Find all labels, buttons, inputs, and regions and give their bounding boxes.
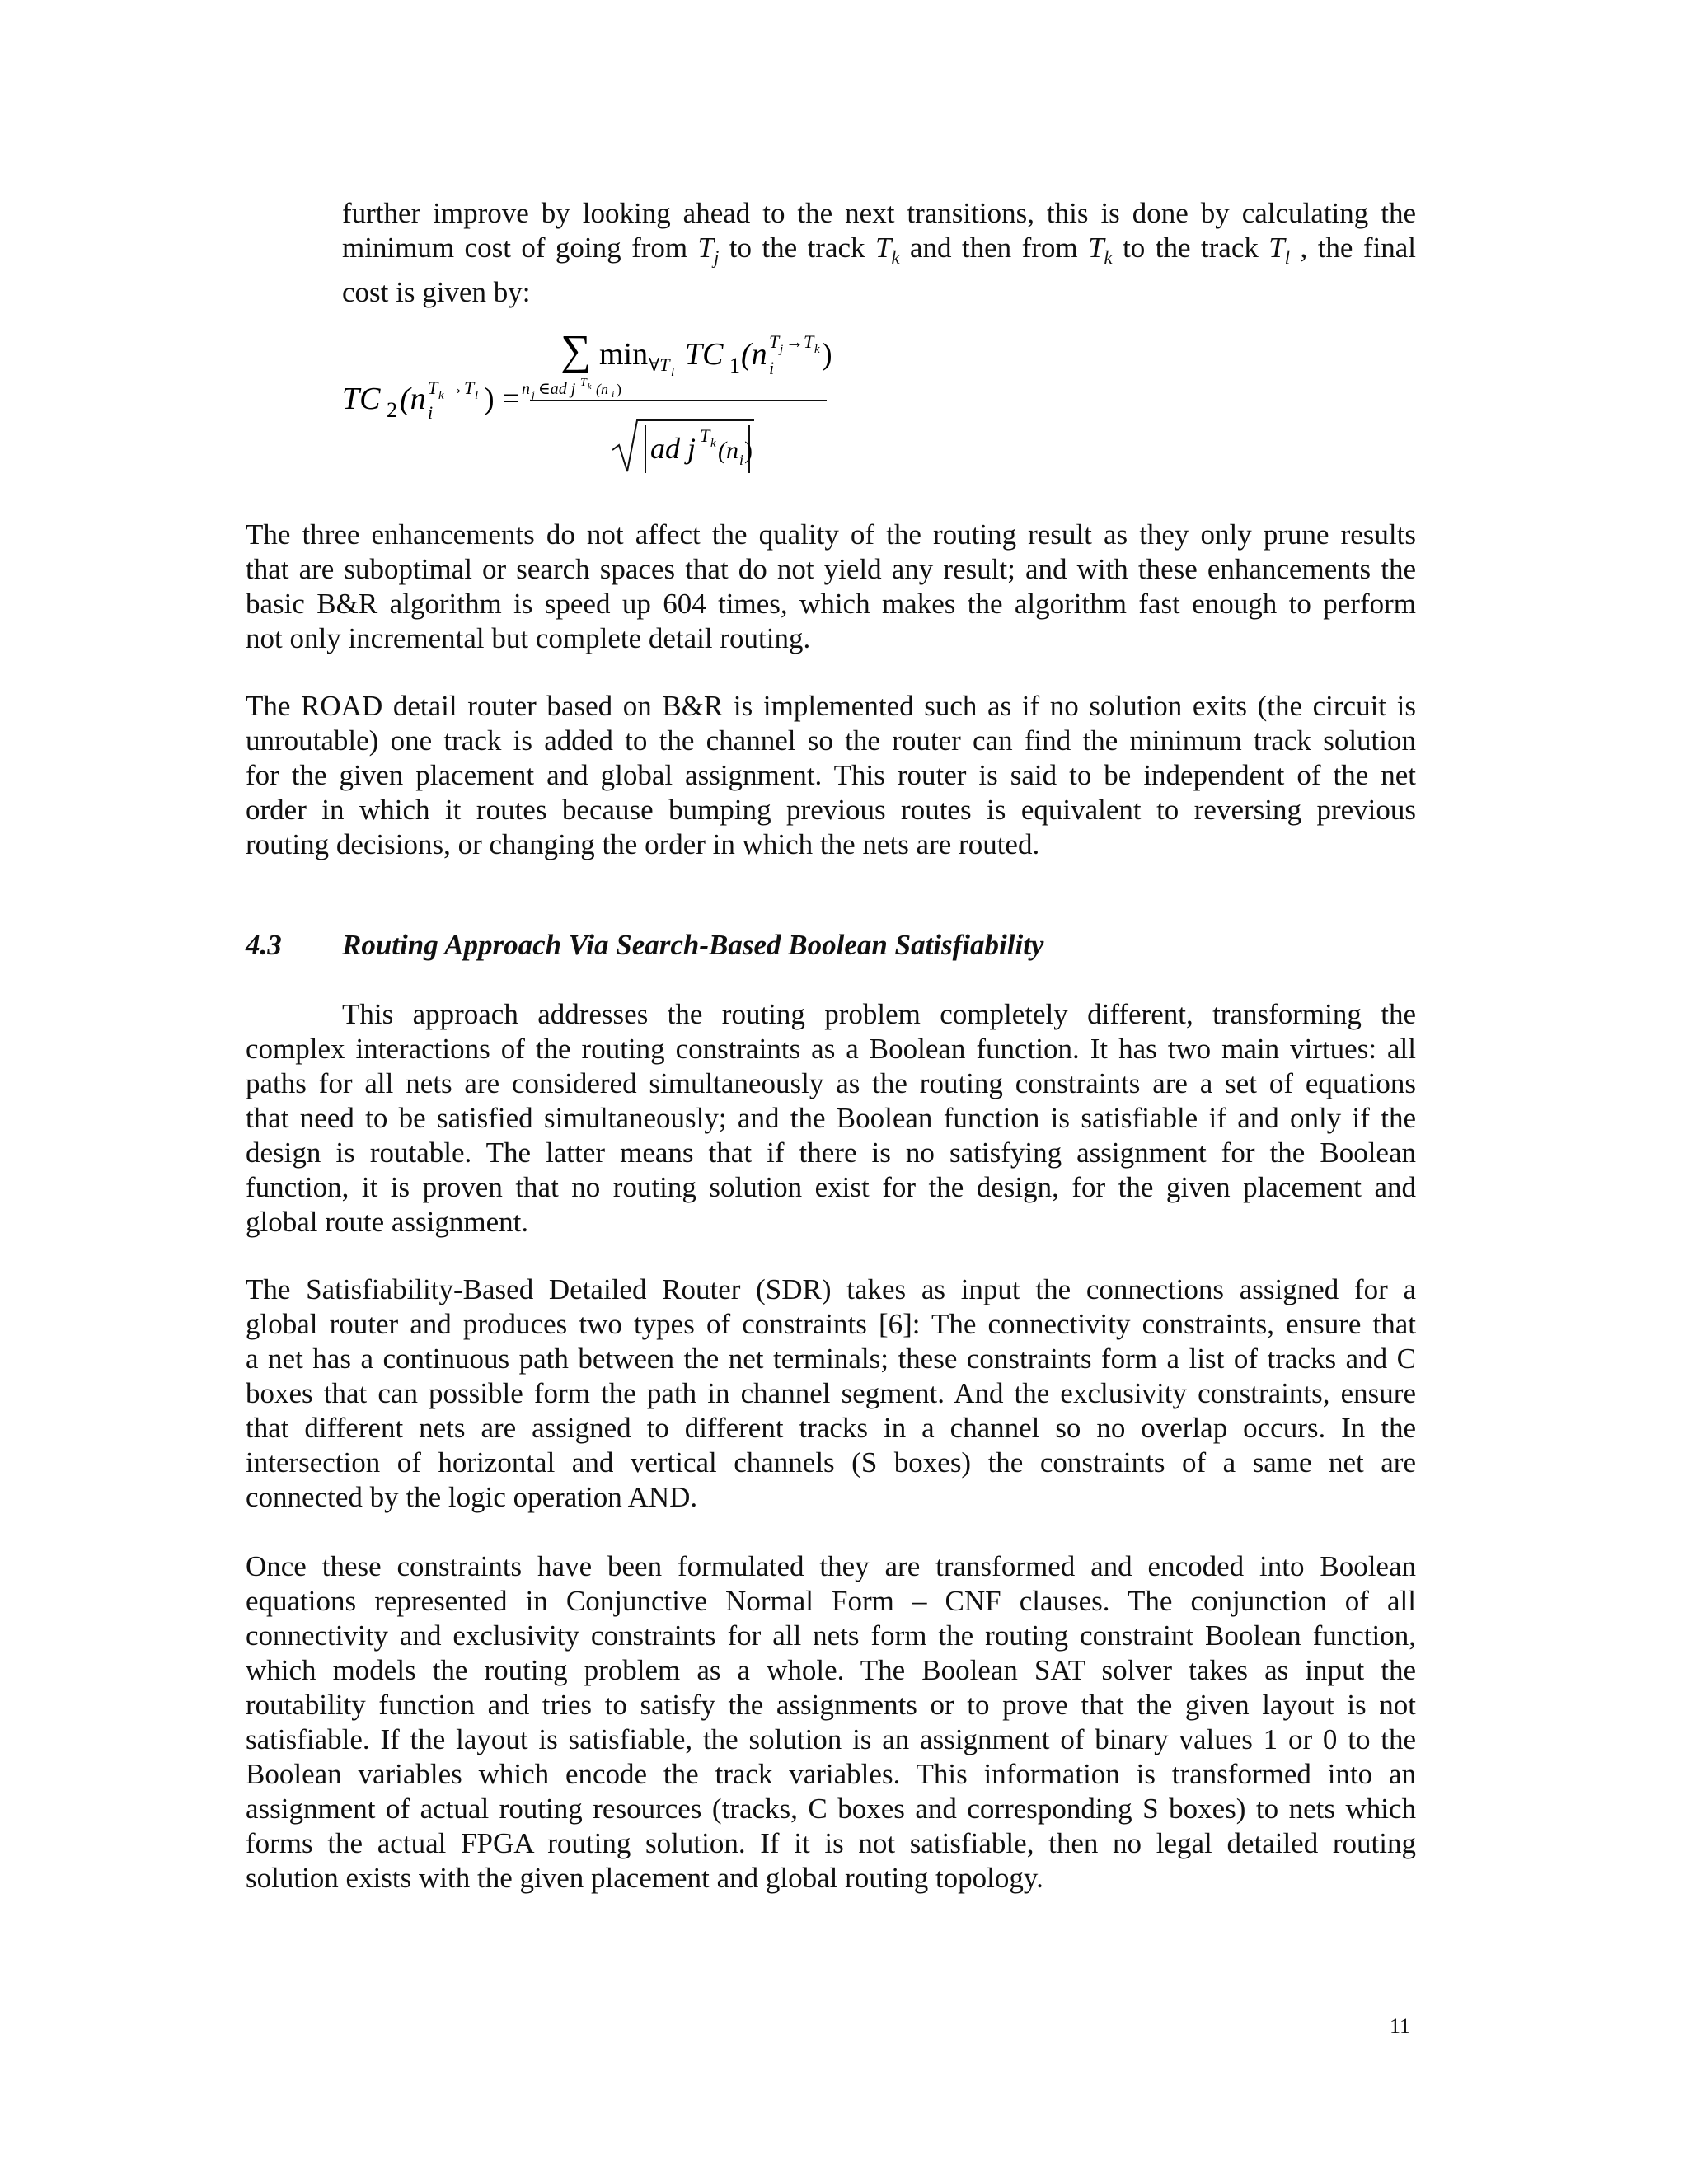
paragraph-cnf (246, 1549, 1416, 1896)
num-sup-j: j (780, 343, 784, 356)
p1-line-4: not only incremental but complete detail routing. (246, 622, 811, 654)
p4-line-4: boxes that can possible form the path in channel segment. And the exclusivity constraints, ensure (246, 1377, 1416, 1409)
lhs-sup-t2: T (464, 377, 475, 398)
p2-line-4: order in which it routes because bumping previous routes is equivalent to reversing previous (246, 794, 1416, 826)
paragraph-sat-approach (246, 997, 1416, 1240)
p5-line-9: forms the actual FPGA routing solution. If it is not satisfiable, then no legal detailed routing (246, 1827, 1416, 1859)
lhs-sup-k: k (438, 389, 444, 402)
p3-line-2: complex interactions of the routing constraints as a Boolean function. It has two main virtues: all (246, 1033, 1416, 1065)
sum-under-close: ) (617, 381, 621, 397)
lhs-sub-2: 2 (387, 398, 397, 422)
intro-line-2: minimum cost of going from $T_j$ to the track $T_k$ and then from $T_k$ to the track $T_l$ , the final (342, 232, 1417, 268)
den-open: (n (718, 437, 738, 464)
p3-line-3: paths for all nets are considered simultaneously as the routing constraints are a set of equations (246, 1067, 1416, 1099)
p4-line-6: intersection of horizontal and vertical channels (S boxes) the constraints of a same net are (246, 1446, 1416, 1479)
p5-line-10: solution exists with the given placement and global routing topology. (246, 1862, 1043, 1894)
page-number: 11 (1390, 2014, 1411, 2038)
p4-line-3: a net has a continuous path between the net terminals; these constraints form a list of tracks and C (246, 1343, 1416, 1375)
den-sup-t: T (700, 425, 710, 446)
p5-line-8: assignment of actual routing resources (tracks, C boxes and corresponding S boxes) to nets which (246, 1793, 1416, 1825)
den-adj: ad j (650, 432, 696, 465)
p5-line-7: Boolean variables which encode the track variables. This information is transformed into an (246, 1758, 1416, 1790)
p1-line-1: The three enhancements do not affect the quality of the routing result as they only prune results (246, 518, 1416, 551)
p4-line-5: that different nets are assigned to different tracks in a channel so no overlap occurs. In the (246, 1412, 1416, 1444)
p5-line-5: routability function and tries to satisfy the assignments or to prove that the given layout is not (246, 1689, 1416, 1721)
section-title: Routing Approach Via Search-Based Boolean Satisfiability (342, 929, 1044, 961)
num-sup-t: T (769, 331, 780, 352)
p3-line-6: function, it is proven that no routing solution exist for the design, for the given placement and (246, 1171, 1416, 1203)
num-sup-k: k (814, 343, 820, 356)
p3-line-4: that need to be satisfied simultaneously; and the Boolean function is satisfiable if and only if the (246, 1102, 1416, 1134)
num-sub-1: 1 (729, 354, 740, 377)
lhs-sub-i: i (428, 402, 434, 423)
formula-tc2 (342, 295, 837, 489)
sum-symbol: ∑ (560, 327, 592, 374)
p5-line-3: connectivity and exclusivity constraints for all nets form the routing constraint Boolean function, (246, 1619, 1416, 1652)
lhs-close: ) = (484, 382, 520, 416)
p5-line-1: Once these constraints have been formulated they are transformed and encoded into Boolean (246, 1550, 1416, 1582)
num-close: ) (822, 337, 832, 372)
intro-line-1: further improve by looking ahead to the next transitions, this is done by calculating the (342, 197, 1416, 229)
formula-svg (342, 295, 837, 489)
den-sup-k: k (710, 437, 716, 450)
paragraph-enhancements (246, 518, 1416, 656)
forall-l: l (671, 366, 675, 379)
formula-denominator (612, 420, 754, 473)
min-label: min (599, 337, 649, 372)
intro-paragraph (342, 196, 1416, 310)
formula-numerator (522, 327, 832, 401)
p1-line-3: basic B&R algorithm is speed up 604 times, which makes the algorithm fast enough to perform (246, 588, 1416, 620)
forall-t: ∀T (649, 354, 670, 375)
paragraph-road-router (246, 689, 1416, 862)
section-heading (246, 928, 1043, 963)
num-arrow: → (785, 331, 804, 352)
den-close: ) (744, 437, 753, 464)
formula-lhs (342, 377, 520, 423)
lhs-sup-t: T (428, 377, 438, 398)
sum-under-i: i (612, 388, 615, 400)
p3-line-7: global route assignment. (246, 1206, 529, 1238)
sum-under-n: n (522, 380, 530, 398)
sum-under-j: j (532, 389, 535, 401)
p4-line-2: global router and produces two types of constraints [6]: The connectivity constraints, ensure that (246, 1308, 1416, 1340)
sum-under-t: T (580, 377, 587, 389)
section-number: 4.3 (246, 929, 282, 961)
lhs-tc: TC (342, 382, 381, 416)
num-tc: TC (685, 337, 724, 372)
sum-under-ni: (n (596, 381, 608, 397)
sum-under-k: k (588, 382, 592, 391)
paragraph-sdr (246, 1272, 1416, 1515)
p5-line-6: satisfiable. If the layout is satisfiable, the solution is an assignment of binary values 1 or 0 to the (246, 1723, 1416, 1755)
p1-line-2: that are suboptimal or search spaces that do not yield any result; and with these enhancements the (246, 553, 1416, 585)
num-sub-i: i (769, 358, 775, 378)
sum-under-adj: ∈ad j (538, 380, 576, 398)
num-sup-t2: T (804, 331, 814, 352)
p3-line-1: This approach addresses the routing problem completely different, transforming the (342, 998, 1416, 1030)
p4-line-7: connected by the logic operation AND. (246, 1481, 698, 1513)
p5-line-4: which models the routing problem as a whole. The Boolean SAT solver takes as input the (246, 1654, 1416, 1686)
p2-line-3: for the given placement and global assignment. This router is said to be independent of the net (246, 759, 1416, 791)
lhs-arrow: → (446, 377, 464, 398)
den-sub-i: i (739, 452, 744, 468)
lhs-open: (n (400, 382, 426, 416)
num-open: (n (741, 337, 767, 372)
intro-line-3: cost is given by: (342, 276, 531, 308)
p2-line-1: The ROAD detail router based on B&R is implemented such as if no solution exits (the circuit is (246, 690, 1416, 722)
p5-line-2: equations represented in Conjunctive Normal Form – CNF clauses. The conjunction of all (246, 1585, 1416, 1617)
p2-line-2: unroutable) one track is added to the channel so the router can find the minimum track solution (246, 724, 1416, 757)
p3-line-5: design is routable. The latter means that if there is no satisfying assignment for the Boolean (246, 1137, 1416, 1169)
p4-line-1: The Satisfiability-Based Detailed Router (SDR) takes as input the connections assigned for a (246, 1273, 1416, 1305)
lhs-sup-l: l (475, 389, 479, 402)
p2-line-5: routing decisions, or changing the order in which the nets are routed. (246, 828, 1040, 860)
